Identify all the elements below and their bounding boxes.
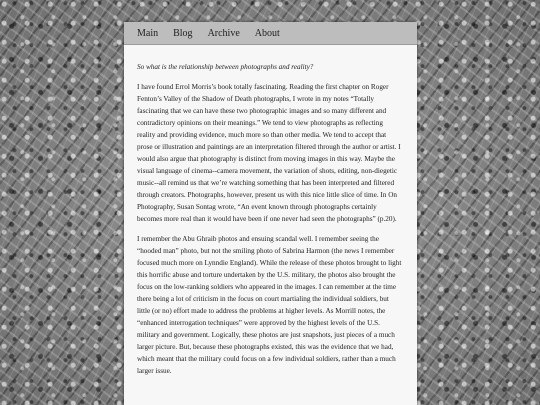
nav-link-archive[interactable]: Archive [207,27,240,39]
article-paragraph-1: I have found Errol Morris’s book totally fascinating. Reading the first chapter on Roger Fenton’s Valley of the Shadow of Death photographs, I wrote in my notes “Totally fascinating that we can have these two photographic images and so many different and contradictory opinions on their meanings.” We tend to view photographs as reflecting reality and providing evidence, much more so than other media. We tend to accept that prose or illustration and paintings are an interpretation filtered through the author or artist. I would also argue that photography is distinct from moving images in this way. Maybe the visual language of cinema--camera movement, the variation of shots, editing, non-diegetic music--all remind us that we’re watching something that has been interpreted and filtered through creators. Photographs, however, present us with this nice little slice of time. In On Photography, Susan Sontag wrote, “An event known through photographs certainly becomes more real than it would have been if one never had seen the photographs” (p.20). [137,83,401,223]
article-question: So what is the relationship between photographs and reality? [137,63,314,71]
top-nav [124,22,417,45]
article-body [124,45,417,377]
nav-link-about[interactable]: About [254,27,280,39]
article-paragraph-2: I remember the Abu Ghraib photos and ensuing scandal well. I remember seeing the “hooded man” photo, but not the smiling photo of Sabrina Harmon (the news I remember focused much more on Lynndie England). While the release of these photos brought to light this horrific abuse and torture undertaken by the U.S. military, the photos also brought the focus on the low-ranking soldiers who appeared in the images. I can remember at the time there being a lot of criticism in the focus on court martialing the individual soldiers, but little (or no) effort made to address the problems at higher levels. As Morrill notes, the “enhanced interrogation techniques” were approved by the highest levels of the U.S. military and government. Logically, these photos are just snapshots, just pieces of a much larger picture. But, because these photographs existed, this was the evidence that we had, which meant that the military could focus on a few individual soldiers, rather than a much larger issue. [137,235,402,375]
nav-link-blog[interactable]: Blog [173,27,193,39]
nav-link-main[interactable]: Main [137,27,159,39]
content-page [124,22,417,405]
